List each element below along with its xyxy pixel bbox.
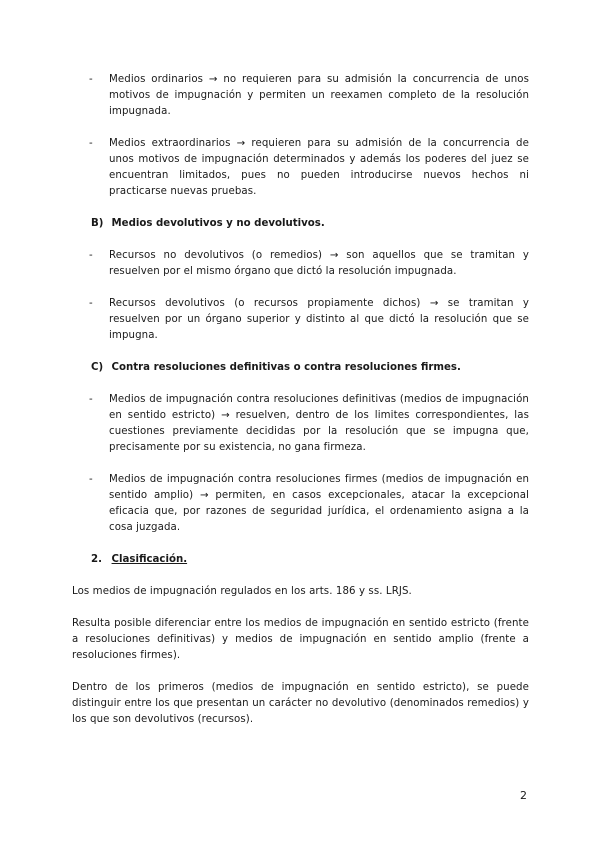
section-title: Medios devolutivos y no devolutivos. <box>111 218 325 229</box>
list-dash: - <box>89 474 93 485</box>
section-number: 2. <box>91 554 102 565</box>
list-dash: - <box>89 298 93 309</box>
list-dash: - <box>89 394 93 405</box>
section-c-heading <box>91 360 511 376</box>
list-item-no-devolutivos <box>89 248 529 280</box>
list-item-devolutivos <box>89 296 529 344</box>
list-item-medios-extraordinarios <box>89 136 529 200</box>
list-dash: - <box>89 74 93 85</box>
paragraph: Dentro de los primeros (medios de impugnación en sentido estricto), se puede distinguir entre los que presentan un carácter no devolutivo (denominados remedios) y los que son devolutivos (recursos). <box>72 682 529 725</box>
section-title: Contra resoluciones definitivas o contra resoluciones firmes. <box>111 362 461 373</box>
section-2-heading <box>91 552 187 568</box>
page-number: 2 <box>520 789 527 802</box>
list-item-text: Medios de impugnación contra resoluciones definitivas (medios de impugnación en sentido estricto) → resuelven, dentro de los limites correspondientes, las cuestiones previamente decididas por la resolución que se impugna que, precisamente por su existencia, no gana firmeza. <box>109 394 529 453</box>
list-item-text: Recursos devolutivos (o recursos propiamente dichos) → se tramitan y resuelven por un órgano superior y distinto al que dictó la resolución que se impugna. <box>109 298 529 341</box>
list-dash: - <box>89 250 93 261</box>
list-item-resoluciones-definitivas <box>89 392 529 456</box>
section-letter: B) <box>91 218 104 229</box>
list-item-text: Medios extraordinarios → requieren para su admisión de la concurrencia de unos motivos de impugnación determinados y además los poderes del juez se encuentran limitados, pues no pueden introducirse nuevos hechos ni practicarse nuevas pruebas. <box>109 138 529 197</box>
section-b-heading <box>91 216 511 232</box>
section-letter: C) <box>91 362 104 373</box>
list-item-text: Recursos no devolutivos (o remedios) → son aquellos que se tramitan y resuelven por el mismo órgano que dictó la resolución impugnada. <box>109 250 529 277</box>
list-item-text: Medios ordinarios → no requieren para su admisión la concurrencia de unos motivos de impugnación y permiten un reexamen completo de la resolución impugnada. <box>109 74 529 117</box>
paragraph: Los medios de impugnación regulados en los arts. 186 y ss. LRJS. <box>72 586 412 597</box>
list-item-resoluciones-firmes <box>89 472 529 536</box>
list-dash: - <box>89 138 93 149</box>
list-item-medios-ordinarios <box>89 72 529 120</box>
section-title: Clasificación. <box>111 554 188 565</box>
list-item-text: Medios de impugnación contra resoluciones firmes (medios de impugnación en sentido amplio) → permiten, en casos excepcionales, atacar la excepcional eficacia que, por razones de seguridad jurídica, el ordenamiento asigna a la cosa juzgada. <box>109 474 529 533</box>
paragraph: Resulta posible diferenciar entre los medios de impugnación en sentido estricto (frente a resoluciones definitivas) y medios de impugnación en sentido amplio (frente a resoluciones firmes). <box>72 618 529 661</box>
